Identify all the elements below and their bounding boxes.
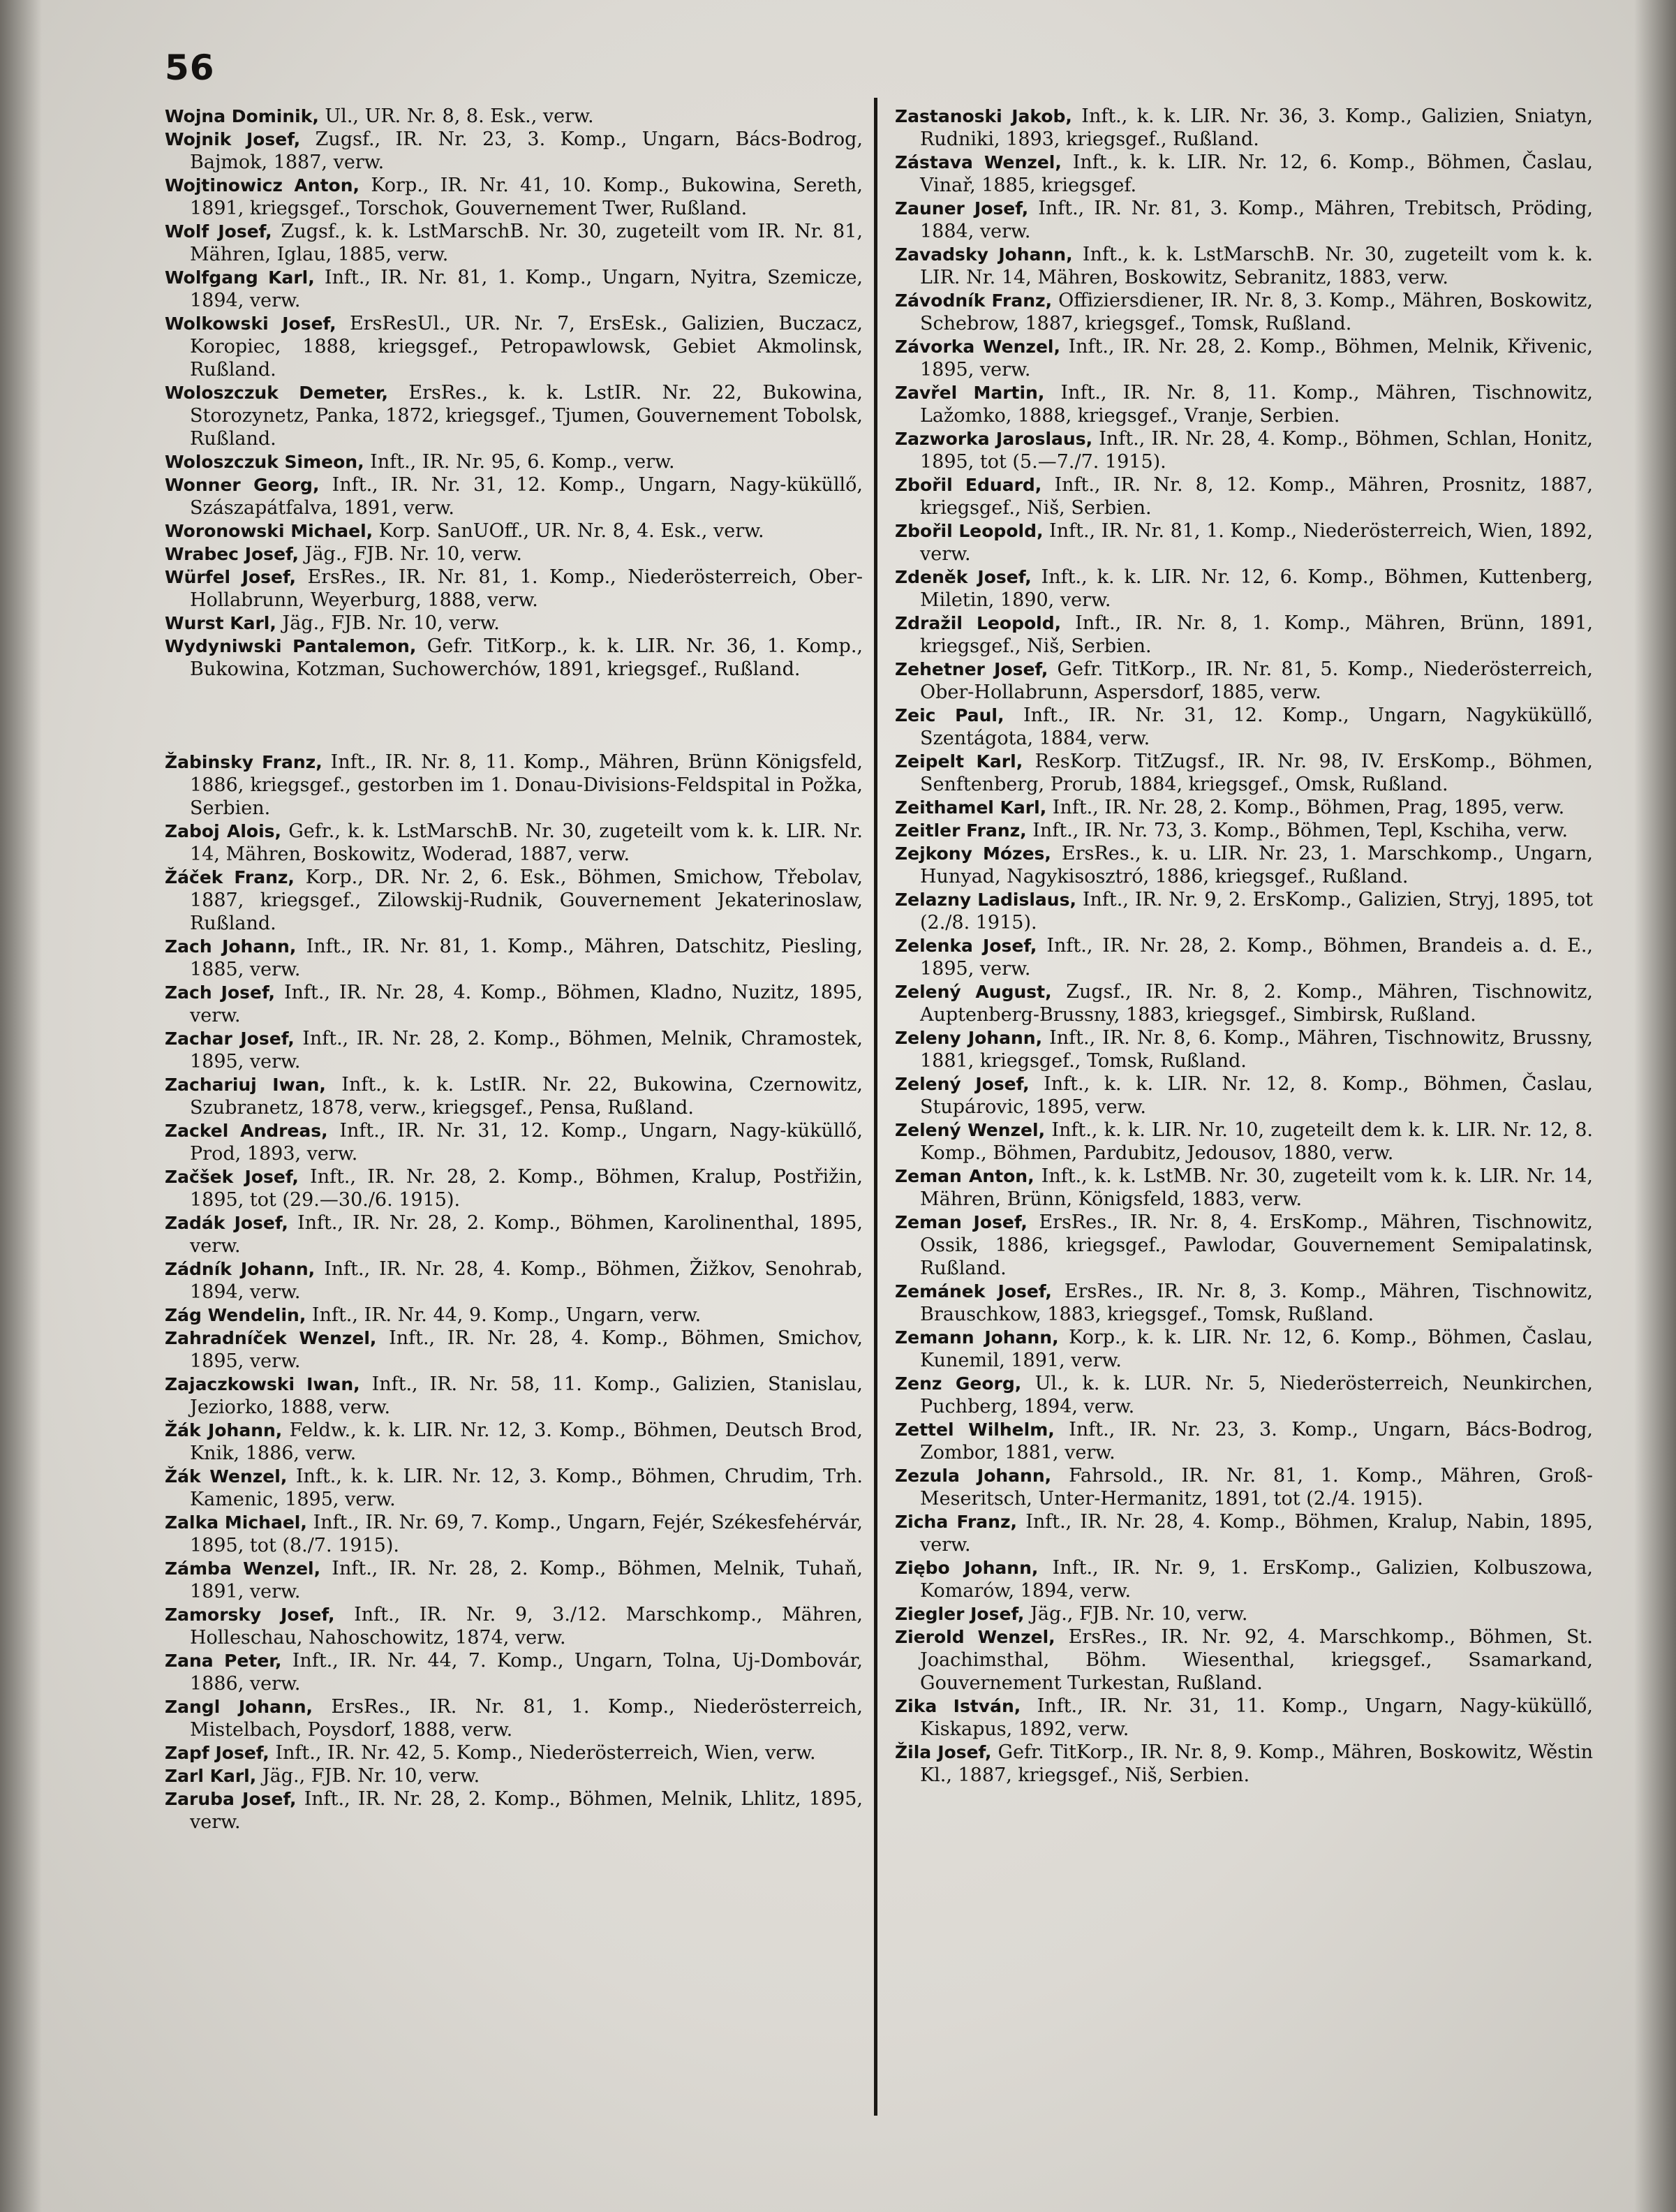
entry-details: ErsRes., IR. Nr. 92, 4. Marschkomp., Böhmen, St. Joachimsthal, Böhm. Wiesenthal, kriegsgef., Ssamarkand, Gouvernement Turkestan, Rußland.	[920, 1626, 1593, 1694]
entry-name: Zavřel Martin,	[895, 383, 1045, 403]
entry-name: Zadák Josef,	[165, 1213, 288, 1233]
entry-details: Inft., IR. Nr. 95, 6. Komp., verw.	[364, 451, 675, 473]
register-entry	[165, 174, 863, 220]
entry-name: Zejkony Mózes,	[895, 843, 1051, 864]
entry-name: Žila Josef,	[895, 1742, 992, 1762]
register-entry	[895, 1510, 1593, 1556]
entry-name: Zajaczkowski Iwan,	[165, 1374, 360, 1394]
entry-details: Inft., IR. Nr. 31, 12. Komp., Ungarn, Nagyküküllő, Szentágota, 1884, verw.	[920, 705, 1593, 749]
entry-name: Ziębo Johann,	[895, 1558, 1039, 1578]
entry-details: ErsRes., IR. Nr. 8, 4. ErsKomp., Mähren, Tischnowitz, Ossik, 1886, kriegsgef., Pawlodar, Gouvernement Semipalatinsk, Rußland.	[920, 1211, 1594, 1279]
entry-name: Žáček Franz,	[165, 867, 295, 887]
entry-name: Zach Johann,	[165, 936, 297, 957]
register-entry	[165, 220, 863, 266]
entry-details: Inft., IR. Nr. 81, 1. Komp., Niederösterreich, Wien, 1892, verw.	[920, 520, 1593, 565]
entry-name: Zemánek Josef,	[895, 1281, 1052, 1302]
entry-name: Wojna Dominik,	[165, 106, 319, 126]
register-entry	[895, 1556, 1593, 1602]
entry-details: Inft., IR. Nr. 28, 2. Komp., Böhmen, Prag, 1895, verw.	[1046, 797, 1565, 818]
entry-name: Zelený Josef,	[895, 1074, 1030, 1094]
register-entry	[165, 1119, 863, 1165]
register-entry	[165, 1764, 863, 1787]
register-entry	[895, 1741, 1593, 1787]
register-entry	[895, 934, 1593, 980]
entry-details: Inft., IR. Nr. 31, 11. Komp., Ungarn, Nagy-küküllő, Kiskapus, 1892, verw.	[920, 1695, 1593, 1740]
register-entry	[895, 750, 1593, 796]
register-entry	[165, 1211, 863, 1258]
register-entry	[895, 1625, 1593, 1695]
entry-details: Inft., IR. Nr. 81, 1. Komp., Ungarn, Nyitra, Szemicze, 1894, verw.	[190, 267, 863, 311]
entry-name: Začšek Josef,	[165, 1167, 299, 1187]
entry-details: Inft., IR. Nr. 31, 12. Komp., Ungarn, Nagy-küküllő, Szászapátfalva, 1891, verw.	[190, 474, 863, 519]
entry-details: Inft., IR. Nr. 58, 11. Komp., Galizien, Stanislau, Jeziorko, 1888, verw.	[190, 1373, 863, 1418]
entry-name: Zádník Johann,	[165, 1259, 316, 1279]
register-entry	[895, 1280, 1593, 1326]
entry-name: Zbořil Leopold,	[895, 521, 1044, 541]
entry-name: Wolkowski Josef,	[165, 314, 336, 334]
entry-name: Zdeněk Josef,	[895, 567, 1032, 587]
register-entry	[165, 1741, 863, 1764]
entry-name: Ziegler Josef,	[895, 1604, 1025, 1624]
entry-name: Wrabec Josef,	[165, 544, 299, 564]
entry-details: Inft., IR. Nr. 81, 1. Komp., Mähren, Datschitz, Piesling, 1885, verw.	[190, 936, 863, 980]
entry-name: Zamorsky Josef,	[165, 1605, 335, 1625]
register-entry	[165, 1373, 863, 1419]
register-entry	[895, 1695, 1593, 1741]
register-entry	[165, 1327, 863, 1373]
entry-details: Zugsf., k. k. LstMarschB. Nr. 30, zugeteilt vom IR. Nr. 81, Mähren, Iglau, 1885, verw.	[190, 221, 863, 265]
entry-name: Zauner Josef,	[895, 198, 1029, 219]
register-entry	[165, 1073, 863, 1119]
entry-name: Wydyniwski Pantalemon,	[165, 636, 417, 656]
entry-details: Inft., IR. Nr. 44, 7. Komp., Ungarn, Tolna, Uj-Dombovár, 1886, verw.	[190, 1650, 863, 1695]
entry-details: Offiziersdiener, IR. Nr. 8, 3. Komp., Mähren, Boskowitz, Schebrow, 1887, kriegsgef., Tomsk, Rußland.	[920, 290, 1593, 334]
register-entry	[165, 266, 863, 312]
entry-details: Inft., IR. Nr. 8, 11. Komp., Mähren, Brünn Königsfeld, 1886, kriegsgef., gestorben im 1. Donau-Divisions-Feldspital in Požka, Serbien.	[190, 751, 863, 819]
register-entry	[165, 981, 863, 1027]
entry-name: Zarl Karl,	[165, 1766, 257, 1786]
register-entry	[165, 1649, 863, 1695]
entry-name: Zierold Wenzel,	[895, 1627, 1055, 1647]
entry-name: Zelenka Josef,	[895, 936, 1037, 956]
entry-details: Jäg., FJB. Nr. 10, verw.	[256, 1765, 480, 1787]
register-entry	[895, 1464, 1593, 1510]
column-divider	[874, 98, 877, 2116]
register-entry	[165, 1258, 863, 1304]
entry-details: Gefr., k. k. LstMarschB. Nr. 30, zugeteilt vom k. k. LIR. Nr. 14, Mähren, Boskowitz, Woderad, 1887, verw.	[190, 820, 863, 865]
entry-details: Inft., IR. Nr. 28, 2. Komp., Böhmen, Kralup, Postřižin, 1895, tot (29.—30./6. 1915).	[190, 1166, 863, 1211]
register-entry	[895, 335, 1593, 381]
entry-details: Inft., k. k. LIR. Nr. 36, 3. Komp., Galizien, Sniatyn, Rudniki, 1893, kriegsgef., Rußland.	[920, 105, 1593, 150]
register-entry	[165, 1419, 863, 1465]
register-entry	[895, 704, 1593, 750]
entry-details: Inft., IR. Nr. 69, 7. Komp., Ungarn, Fejér, Székesfehérvár, 1895, tot (8./7. 1915).	[190, 1512, 863, 1556]
entry-name: Wolf Josef,	[165, 221, 272, 242]
register-entry	[895, 105, 1593, 151]
register-entry	[895, 1602, 1593, 1625]
entry-name: Zavadsky Johann,	[895, 244, 1073, 265]
entry-details: Inft., IR. Nr. 28, 2. Komp., Böhmen, Brandeis a. d. E., 1895, verw.	[920, 935, 1593, 980]
register-entry	[895, 1119, 1593, 1165]
register-entry	[895, 519, 1593, 566]
entry-details: Zugsf., IR. Nr. 8, 2. Komp., Mähren, Tischnowitz, Auptenberg-Brussny, 1883, kriegsgef., Simbirsk, Rußland.	[920, 981, 1593, 1026]
entry-details: Ul., UR. Nr. 8, 8. Esk., verw.	[318, 105, 594, 127]
entry-details: Inft., IR. Nr. 28, 4. Komp., Böhmen, Žižkov, Senohrab, 1894, verw.	[190, 1258, 863, 1303]
entry-details: Inft., IR. Nr. 81, 3. Komp., Mähren, Trebitsch, Pröding, 1884, verw.	[920, 198, 1594, 242]
entry-name: Zdražil Leopold,	[895, 613, 1062, 633]
entry-name: Zeleny Johann,	[895, 1028, 1043, 1048]
entry-details: Inft., IR. Nr. 8, 6. Komp., Mähren, Tischnowitz, Brussny, 1881, kriegsgef., Tomsk, Rußland.	[920, 1027, 1593, 1072]
register-entry	[165, 566, 863, 612]
entry-name: Zahradníček Wenzel,	[165, 1328, 377, 1348]
entry-details: Gefr. TitKorp., IR. Nr. 81, 5. Komp., Niederösterreich, Ober-Hollabrunn, Aspersdorf, 1885, verw.	[920, 658, 1593, 703]
entry-details: Inft., IR. Nr. 73, 3. Komp., Böhmen, Tepl, Kschiha, verw.	[1026, 820, 1569, 841]
entry-name: Zalka Michael,	[165, 1512, 307, 1533]
entry-details: Inft., IR. Nr. 9, 2. ErsKomp., Galizien, Stryj, 1895, tot (2./8. 1915).	[920, 889, 1593, 934]
entry-name: Zeipelt Karl,	[895, 751, 1023, 772]
entry-name: Zangl Johann,	[165, 1697, 313, 1717]
page-edge-left	[0, 0, 42, 2212]
entry-details: Korp., k. k. LIR. Nr. 12, 6. Komp., Böhmen, Časlau, Kunemil, 1891, verw.	[920, 1327, 1593, 1371]
register-entry	[895, 1165, 1593, 1211]
entry-details: Zugsf., IR. Nr. 23, 3. Komp., Ungarn, Bács-Bodrog, Bajmok, 1887, verw.	[190, 128, 863, 173]
entry-details: Inft., IR. Nr. 28, 2. Komp., Böhmen, Melnik, Chramostek, 1895, verw.	[190, 1028, 863, 1072]
entry-name: Žák Johann,	[165, 1420, 283, 1440]
entry-details: Inft., IR. Nr. 31, 12. Komp., Ungarn, Nagy-küküllő, Prod, 1893, verw.	[190, 1120, 863, 1165]
entry-name: Zámba Wenzel,	[165, 1558, 321, 1579]
entry-details: Inft., IR. Nr. 8, 11. Komp., Mähren, Tischnowitz, Lažomko, 1888, kriegsgef., Vranje, Serbien.	[920, 382, 1594, 427]
entry-name: Zelený August,	[895, 982, 1052, 1002]
entry-details: Korp., DR. Nr. 2, 6. Esk., Böhmen, Smichow, Třebolav, 1887, kriegsgef., Zilowskij-Rudnik, Gouvernement Jekaterinoslaw, Rußland.	[190, 867, 863, 934]
entry-name: Zezula Johann,	[895, 1466, 1052, 1486]
entry-name: Zelazny Ladislaus,	[895, 890, 1076, 910]
entry-details: Inft., k. k. LstIR. Nr. 22, Bukowina, Czernowitz, Szubranetz, 1878, verw., kriegsgef., Pensa, Rußland.	[190, 1074, 863, 1119]
register-entry	[895, 197, 1593, 243]
register-entry	[165, 820, 863, 866]
entry-details: Korp., IR. Nr. 41, 10. Komp., Bukowina, Sereth, 1891, kriegsgef., Torschok, Gouvernement Twer, Rußland.	[190, 175, 863, 219]
register-entry	[895, 473, 1593, 519]
entry-name: Zach Josef,	[165, 982, 276, 1003]
entry-details: ErsRes., IR. Nr. 81, 1. Komp., Niederösterreich, Ober-Hollabrunn, Weyerburg, 1888, verw.	[190, 566, 863, 611]
register-entry	[165, 381, 863, 450]
register-entry	[895, 658, 1593, 704]
register-entry	[165, 1557, 863, 1603]
entry-details: Inft., IR. Nr. 9, 1. ErsKomp., Galizien, Kolbuszowa, Komarów, 1894, verw.	[920, 1557, 1593, 1602]
register-entry	[895, 842, 1593, 888]
entry-name: Zika István,	[895, 1696, 1021, 1716]
entry-name: Zemann Johann,	[895, 1327, 1059, 1348]
entry-details: ErsRes., k. k. LstIR. Nr. 22, Bukowina, Storozynetz, Panka, 1872, kriegsgef., Tjumen, Gouvernement Tobolsk, Rußland.	[190, 382, 863, 450]
entry-details: ErsRes., IR. Nr. 81, 1. Komp., Niederösterreich, Mistelbach, Poysdorf, 1888, verw.	[190, 1696, 863, 1741]
register-entry	[895, 1326, 1593, 1372]
entry-name: Zapf Josef,	[165, 1743, 269, 1763]
register-entry	[895, 151, 1593, 197]
entry-name: Žabinsky Franz,	[165, 752, 322, 772]
entry-name: Zeic Paul,	[895, 705, 1004, 725]
page-number: 56	[165, 47, 215, 88]
register-entry	[895, 888, 1593, 934]
entry-details: Fahrsold., IR. Nr. 81, 1. Komp., Mähren, Groß-Meseritsch, Unter-Hermanitz, 1891, tot (2./4. 1915).	[920, 1465, 1594, 1510]
entry-details: Inft., IR. Nr. 28, 4. Komp., Böhmen, Schlan, Honitz, 1895, tot (5.—7./7. 1915).	[920, 428, 1594, 473]
entry-details: Inft., IR. Nr. 28, 4. Komp., Böhmen, Kralup, Nabin, 1895, verw.	[920, 1511, 1594, 1556]
entry-name: Závodník Franz,	[895, 290, 1053, 311]
entry-details: Inft., IR. Nr. 42, 5. Komp., Niederösterreich, Wien, verw.	[269, 1742, 816, 1764]
entry-details: Jäg., FJB. Nr. 10, verw.	[299, 543, 523, 565]
entry-name: Woloszczuk Demeter,	[165, 383, 389, 403]
entry-name: Zastanoski Jakob,	[895, 106, 1072, 126]
entry-details: Inft., IR. Nr. 28, 2. Komp., Böhmen, Melnik, Křivenic, 1895, verw.	[920, 336, 1593, 381]
register-entry	[165, 543, 863, 566]
entry-details: ResKorp. TitZugsf., IR. Nr. 98, IV. ErsKomp., Böhmen, Senftenberg, Prorub, 1884, kriegsgef., Omsk, Rußland.	[920, 751, 1593, 795]
register-entry	[895, 427, 1593, 473]
entry-details: Inft., k. k. LIR. Nr. 12, 6. Komp., Böhmen, Kuttenberg, Miletin, 1890, verw.	[920, 566, 1593, 611]
entry-details: Feldw., k. k. LIR. Nr. 12, 3. Komp., Böhmen, Deutsch Brod, Knik, 1886, verw.	[190, 1420, 863, 1464]
register-entry	[165, 519, 863, 543]
entry-details: Ul., k. k. LUR. Nr. 5, Niederösterreich, Neunkirchen, Puchberg, 1894, verw.	[920, 1373, 1593, 1417]
register-entry	[165, 450, 863, 473]
entry-details: Inft., IR. Nr. 44, 9. Komp., Ungarn, verw.	[306, 1304, 702, 1326]
section-gap	[165, 681, 863, 751]
entry-name: Zackel Andreas,	[165, 1121, 328, 1141]
entry-details: Inft., IR. Nr. 28, 4. Komp., Böhmen, Smichov, 1895, verw.	[190, 1327, 863, 1372]
entry-details: Inft., k. k. LstMarschB. Nr. 30, zugeteilt vom k. k. LIR. Nr. 14, Mähren, Boskowitz, Sebranitz, 1883, verw.	[920, 244, 1593, 288]
register-entry	[165, 312, 863, 381]
page-edge-right	[1634, 0, 1676, 2212]
entry-name: Zicha Franz,	[895, 1512, 1018, 1532]
entry-details: Gefr. TitKorp., IR. Nr. 8, 9. Komp., Mähren, Boskowitz, Wěstin Kl., 1887, kriegsgef., Niš, Serbien.	[920, 1741, 1593, 1786]
register-entry	[165, 105, 863, 128]
register-entry	[895, 289, 1593, 335]
entry-name: Zeithamel Karl,	[895, 797, 1047, 818]
entry-details: Inft., IR. Nr. 28, 2. Komp., Böhmen, Karolinenthal, 1895, verw.	[190, 1212, 863, 1257]
entry-details: Inft., IR. Nr. 28, 2. Komp., Böhmen, Melnik, Lhlitz, 1895, verw.	[190, 1788, 863, 1833]
register-entry	[895, 566, 1593, 612]
entry-name: Zaruba Josef,	[165, 1789, 297, 1809]
entry-details: Inft., IR. Nr. 9, 3./12. Marschkomp., Mähren, Holleschau, Nahoschowitz, 1874, verw.	[190, 1604, 863, 1649]
entry-name: Wolfgang Karl,	[165, 267, 315, 288]
entry-name: Zana Peter,	[165, 1651, 282, 1671]
entry-name: Zeitler Franz,	[895, 820, 1027, 841]
entry-name: Würfel Josef,	[165, 567, 297, 587]
register-entry	[165, 473, 863, 519]
entry-details: Jäg., FJB. Nr. 10, verw.	[1024, 1603, 1248, 1625]
entry-name: Zehetner Josef,	[895, 659, 1048, 679]
register-entry	[895, 381, 1593, 427]
entry-name: Zbořil Eduard,	[895, 475, 1042, 495]
register-entry	[895, 1418, 1593, 1464]
entry-name: Zachariuj Iwan,	[165, 1075, 326, 1095]
register-entry	[165, 635, 863, 681]
register-entry	[165, 1465, 863, 1511]
entry-name: Woloszczuk Simeon,	[165, 452, 364, 472]
register-entry	[165, 128, 863, 174]
entry-details: Gefr. TitKorp., k. k. LIR. Nr. 36, 1. Komp., Bukowina, Kotzman, Suchowerchów, 1891, kriegsgef., Rußland.	[190, 635, 863, 680]
entry-name: Wojtinowicz Anton,	[165, 175, 359, 196]
register-entry	[895, 796, 1593, 819]
entry-name: Zág Wendelin,	[165, 1305, 306, 1325]
entry-details: Inft., k. k. LIR. Nr. 12, 6. Komp., Böhmen, Časlau, Vinař, 1885, kriegsgef.	[920, 152, 1593, 196]
entry-details: Inft., IR. Nr. 28, 2. Komp., Böhmen, Melnik, Tuhaň, 1891, verw.	[190, 1558, 863, 1602]
register-entry	[165, 1027, 863, 1073]
entry-details: Inft., k. k. LstMB. Nr. 30, zugeteilt vom k. k. LIR. Nr. 14, Mähren, Brünn, Königsfeld, 1883, verw.	[920, 1165, 1594, 1210]
register-entry	[895, 1211, 1593, 1280]
register-entry	[165, 935, 863, 981]
entry-details: ErsResUl., UR. Nr. 7, ErsEsk., Galizien, Buczacz, Koropiec, 1888, kriegsgef., Petropawlowsk, Gebiet Akmolinsk, Rußland.	[190, 313, 863, 381]
register-entry	[895, 1026, 1593, 1072]
entry-details: Inft., k. k. LIR. Nr. 10, zugeteilt dem k. k. LIR. Nr. 12, 8. Komp., Böhmen, Pardubitz, Jedousov, 1880, verw.	[920, 1119, 1593, 1164]
entry-details: Inft., IR. Nr. 8, 12. Komp., Mähren, Prosnitz, 1887, kriegsgef., Niš, Serbien.	[920, 474, 1593, 519]
entry-name: Žák Wenzel,	[165, 1466, 288, 1487]
entry-name: Wonner Georg,	[165, 475, 320, 495]
entry-name: Wojnik Josef,	[165, 129, 301, 149]
right-column	[895, 105, 1593, 1787]
entry-name: Woronowski Michael,	[165, 521, 373, 541]
left-column	[165, 105, 863, 1834]
entry-details: ErsRes., k. u. LIR. Nr. 23, 1. Marschkomp., Ungarn, Hunyad, Nagykisosztró, 1886, kriegsgef., Rußland.	[920, 843, 1593, 887]
entry-name: Zazworka Jaroslaus,	[895, 429, 1093, 449]
register-entry	[895, 1372, 1593, 1418]
register-entry	[165, 1165, 863, 1211]
entry-name: Zeman Anton,	[895, 1166, 1034, 1186]
register-entry	[165, 1787, 863, 1834]
entry-details: Inft., k. k. LIR. Nr. 12, 8. Komp., Böhmen, Časlau, Stupárovic, 1895, verw.	[920, 1073, 1593, 1118]
entry-details: Inft., IR. Nr. 28, 4. Komp., Böhmen, Kladno, Nuzitz, 1895, verw.	[190, 982, 863, 1026]
register-entry	[165, 1304, 863, 1327]
entry-details: ErsRes., IR. Nr. 8, 3. Komp., Mähren, Tischnowitz, Brauschkow, 1883, kriegsgef., Tomsk, Rußland.	[920, 1281, 1593, 1325]
register-entry	[165, 612, 863, 635]
register-entry	[165, 866, 863, 935]
entry-details: Jäg., FJB. Nr. 10, verw.	[276, 612, 500, 634]
register-entry	[165, 751, 863, 820]
register-entry	[895, 612, 1593, 658]
entry-name: Zelený Wenzel,	[895, 1120, 1046, 1140]
register-entry	[165, 1511, 863, 1557]
register-entry	[895, 980, 1593, 1026]
entry-details: Inft., IR. Nr. 23, 3. Komp., Ungarn, Bács-Bodrog, Zombor, 1881, verw.	[920, 1419, 1593, 1463]
entry-name: Zachar Josef,	[165, 1028, 295, 1049]
entry-name: Zettel Wilhelm,	[895, 1420, 1055, 1440]
register-entry	[165, 1695, 863, 1741]
entry-details: Inft., IR. Nr. 8, 1. Komp., Mähren, Brünn, 1891, kriegsgef., Niš, Serbien.	[920, 612, 1593, 657]
entry-name: Wurst Karl,	[165, 613, 276, 633]
register-entry	[895, 243, 1593, 289]
entry-name: Závorka Wenzel,	[895, 337, 1060, 357]
entry-name: Zenz Georg,	[895, 1373, 1022, 1394]
register-entry	[895, 1072, 1593, 1119]
entry-name: Zástava Wenzel,	[895, 152, 1062, 172]
register-entry	[895, 819, 1593, 842]
entry-details: Korp. SanUOff., UR. Nr. 8, 4. Esk., verw.	[373, 520, 764, 542]
entry-details: Inft., k. k. LIR. Nr. 12, 3. Komp., Böhmen, Chrudim, Trh. Kamenic, 1895, verw.	[190, 1466, 863, 1510]
register-entry	[165, 1603, 863, 1649]
entry-name: Zaboj Alois,	[165, 821, 282, 841]
entry-name: Zeman Josef,	[895, 1212, 1028, 1232]
